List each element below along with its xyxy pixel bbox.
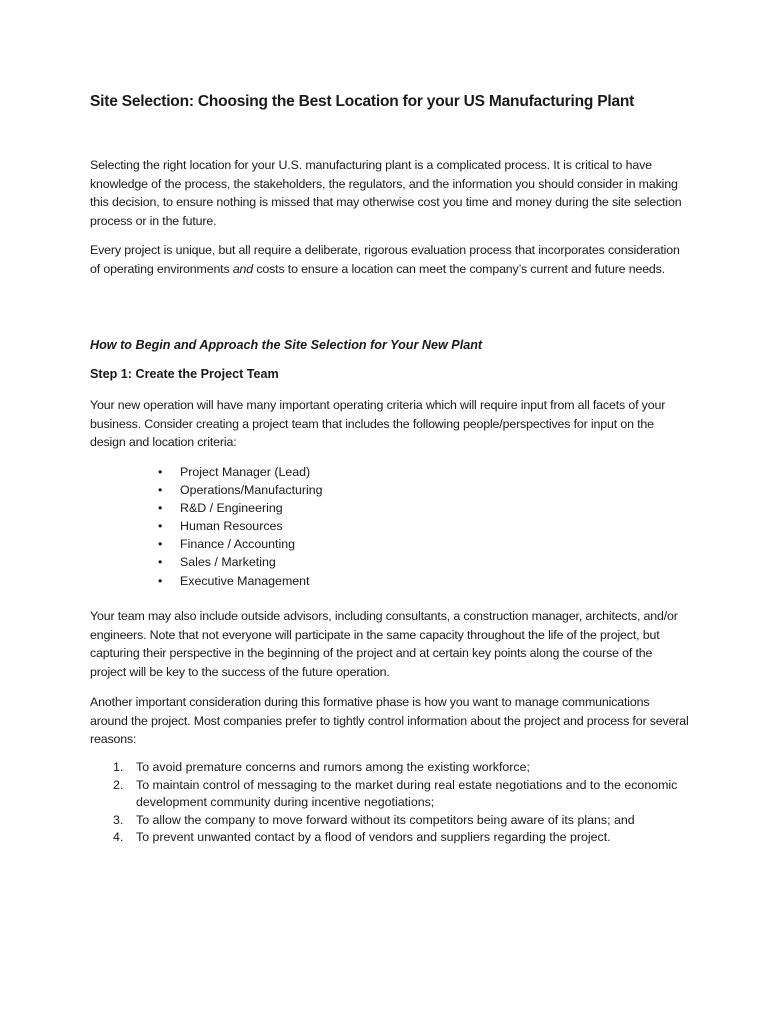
bullet-marker: •: [158, 537, 163, 552]
bullet-marker: •: [158, 483, 163, 498]
list-item-text: To avoid premature concerns and rumors among the existing workforce;: [136, 760, 530, 774]
list-item-text: To maintain control of messaging to the market during real estate negotiations and to the economic development community during incentive negotiations;: [136, 777, 678, 810]
list-item: [152, 517, 323, 535]
step-1-intro: Your new operation will have many important operating criteria which will require input from all facets of your business. Consider creating a project team that includes the following people/perspectives for input on the design and location criteria:: [90, 398, 666, 450]
team-member-list: [152, 463, 323, 590]
list-item-text: Sales / Marketing: [180, 555, 276, 570]
intro-paragraph: Selecting the right location for your U.S. manufacturing plant is a complicated process. It is critical to have knowledge of the process, the stakeholders, the regulators, and the information you should consider in making this decision, to ensure nothing is missed that may otherwise cost you time and money during the site selection process or in the future.: [90, 158, 682, 228]
list-item: [152, 481, 323, 499]
advisors-paragraph: Your team may also include outside advisors, including consultants, a construction manager, architects, and/or engineers. Note that not everyone will participate in the same capacity throughout the life of the project, but capturing their perspective in the beginning of the project and at certain key points along the course of the project will be key to the success of the future operation.: [90, 609, 678, 679]
bullet-marker: •: [158, 555, 163, 570]
list-item: [152, 535, 323, 553]
list-item-text: To allow the company to move forward without its competitors being aware of its plans; and: [136, 812, 635, 827]
step-1-heading: Step 1: Create the Project Team: [90, 367, 279, 381]
reasons-list: [110, 759, 690, 847]
list-item-text: Finance / Accounting: [180, 537, 296, 552]
list-item: [110, 777, 690, 812]
bullet-marker: •: [158, 465, 163, 479]
list-item: [152, 572, 323, 590]
communications-paragraph: Another important consideration during this formative phase is how you want to manage communications around the project. Most companies prefer to tightly control information about the project and process for several reasons:: [90, 695, 689, 747]
evaluation-text-before: Every project is unique, but all require a deliberate, rigorous evaluation process that incorporates consideration of operating environments: [90, 243, 680, 276]
list-item-text: Operations/Manufacturing: [180, 483, 323, 498]
list-number: 3.: [113, 812, 124, 827]
list-item-text: R&D / Engineering: [180, 501, 283, 516]
emphasis-and: and: [232, 261, 254, 276]
list-number: 2.: [113, 777, 124, 792]
evaluation-text-after: costs to ensure a location can meet the company’s current and future needs.: [253, 261, 666, 276]
list-item: [152, 463, 323, 481]
bullet-marker: •: [158, 573, 163, 588]
list-number: 1.: [113, 760, 124, 774]
list-item-text: To prevent unwanted contact by a flood of vendors and suppliers regarding the project.: [136, 830, 611, 845]
list-item: [110, 759, 690, 777]
bullet-marker: •: [158, 501, 163, 516]
list-item: [110, 829, 690, 847]
section-heading: How to Begin and Approach the Site Selection for Your New Plant: [90, 338, 483, 352]
list-item: [110, 812, 690, 830]
list-number: 4.: [113, 830, 124, 845]
list-item-text: Executive Management: [180, 573, 310, 588]
list-item-text: Human Resources: [180, 519, 283, 534]
bullet-marker: •: [158, 519, 163, 534]
list-item-text: Project Manager (Lead): [180, 465, 311, 479]
list-item: [152, 553, 323, 571]
list-item: [152, 499, 323, 517]
intro-paragraph-evaluation: [90, 241, 690, 278]
document-title: Site Selection: Choosing the Best Location for your US Manufacturing Plant: [90, 93, 635, 110]
